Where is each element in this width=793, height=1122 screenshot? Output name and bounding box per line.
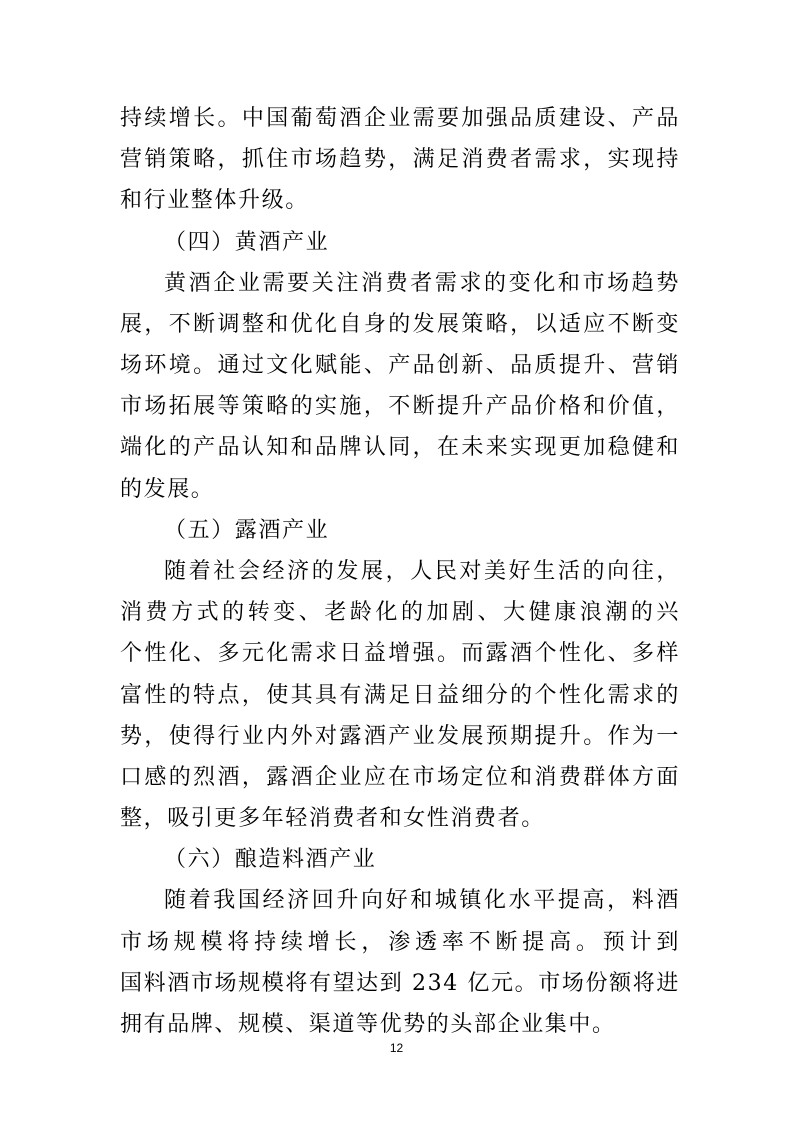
paragraph-line: 持续增长。中国葡萄酒企业需要加强品质建设、产品 <box>120 106 680 131</box>
paragraph-line: 整，吸引更多年轻消费者和女性消费者。 <box>120 806 545 831</box>
paragraph-line: 拥有品牌、规模、渠道等优势的头部企业集中。 <box>120 1012 616 1037</box>
paragraph-line: 黄酒企业需要关注消费者需求的变化和市场趋势 <box>164 271 680 296</box>
paragraph-line: 消费方式的转变、老龄化的加剧、大健康浪潮的兴 <box>120 600 680 625</box>
paragraph-line: 随着社会经济的发展，人民对美好生活的向往， <box>164 559 680 584</box>
paragraph-line: 势，使得行业内外对露酒产业发展预期提升。作为一 <box>120 724 680 749</box>
section-heading: （六）酿造料酒产业 <box>164 847 377 872</box>
paragraph-line: 的发展。 <box>120 477 215 502</box>
paragraph-line: 市场拓展等策略的实施，不断提升产品价格和价值， <box>120 394 680 419</box>
section-heading: （五）露酒产业 <box>164 518 330 543</box>
section-heading: （四）黄酒产业 <box>164 230 330 255</box>
paragraph-line: 场环境。通过文化赋能、产品创新、品质提升、营销 <box>120 353 680 378</box>
paragraph-line: 口感的烈酒，露酒企业应在市场定位和消费群体方面 <box>120 765 680 790</box>
paragraph-line: 市场规模将持续增长，渗透率不断提高。预计到 <box>120 930 680 955</box>
paragraph-line: 个性化、多元化需求日益增强。而露酒个性化、多样 <box>120 641 680 666</box>
paragraph-line: 展，不断调整和优化自身的发展策略，以适应不断变 <box>120 312 680 337</box>
paragraph-line: 营销策略，抓住市场趋势，满足消费者需求，实现持 <box>120 147 680 172</box>
paragraph-line: 富性的特点，使其具有满足日益细分的个性化需求的 <box>120 683 680 708</box>
paragraph-line: 端化的产品认知和品牌认同，在未来实现更加稳健和 <box>120 435 680 460</box>
paragraph-line: 随着我国经济回升向好和城镇化水平提高，料酒 <box>164 888 680 913</box>
paragraph-line: 和行业整体升级。 <box>120 188 309 213</box>
paragraph-line: 国料酒市场规模将有望达到 234 亿元。市场份额将进 <box>120 971 680 996</box>
page-number: 12 <box>389 1041 404 1055</box>
